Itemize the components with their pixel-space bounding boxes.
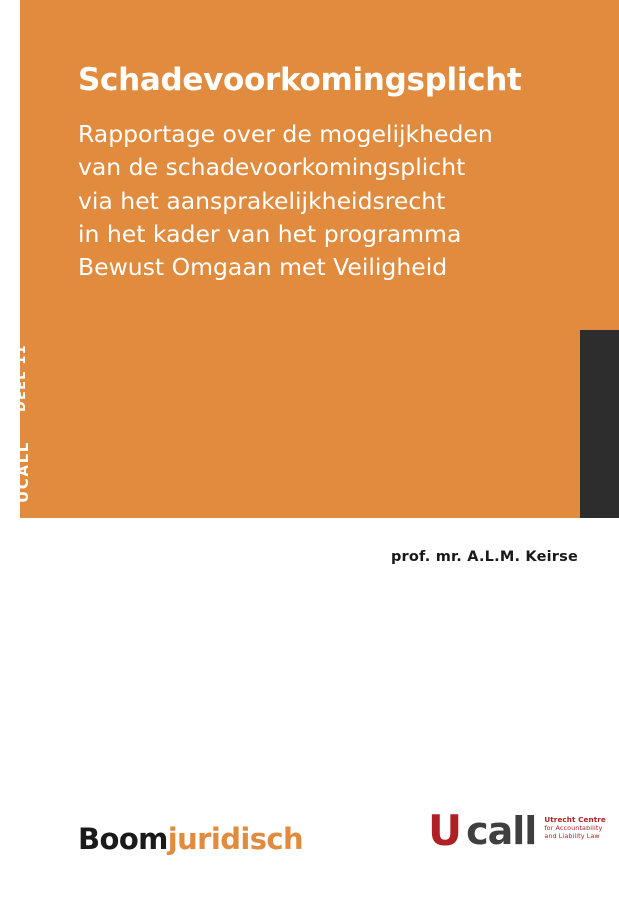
subtitle-line-4: in het kader van het programma: [78, 220, 462, 249]
author-name: prof. mr. A.L.M. Keirse: [390, 549, 578, 565]
series-volume-label: DEEL 11: [14, 344, 29, 412]
series-spine-tab: [580, 330, 619, 518]
publisher-logo: [78, 822, 303, 856]
institute-logo: [428, 806, 606, 855]
institute-fullname-line-2: for Accountability: [544, 823, 603, 832]
institute-fullname-line-3: and Liability Law: [544, 831, 600, 840]
subtitle-line-1: Rapportage over de mogelijkheden: [78, 120, 493, 148]
subtitle-line-2: van de schadevoorkomingsplicht: [78, 153, 466, 182]
series-name-label: UCALL: [14, 441, 32, 503]
institute-fullname-line-1: Utrecht Centre: [544, 815, 606, 824]
subtitle-block: [78, 118, 578, 285]
institute-fullname: [544, 812, 606, 840]
publisher-name-primary: Boom: [78, 822, 168, 856]
institute-mark-call: call: [466, 809, 537, 853]
institute-mark-u: U: [428, 806, 463, 855]
subtitle-line-3: via het aansprakelijkheidsrecht: [78, 186, 446, 215]
page-title: Schadevoorkomingsplicht: [78, 62, 522, 98]
publisher-name-secondary: juridisch: [167, 822, 304, 856]
subtitle-line-5: Bewust Omgaan met Veiligheid: [78, 253, 448, 282]
